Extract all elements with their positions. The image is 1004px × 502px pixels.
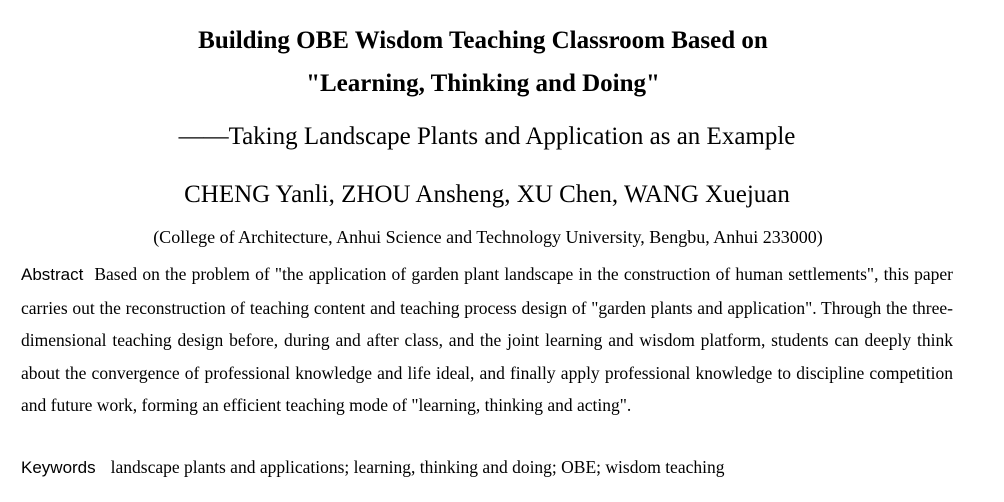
author-list: CHENG Yanli, ZHOU Ansheng, XU Chen, WANG Xuejuan — [184, 181, 790, 208]
abstract-text: Based on the problem of "the application of garden plant landscape in the construction of human settlements", this paper carries out the reconstruction of teaching content and teaching process design of "garden plants and application". Through the three-dimensional teaching design before, during and after class, and the joint learning and wisdom platform, students can deeply think about the convergence of professional knowledge and life ideal, and finally apply professional knowledge to discipline competition and future work, forming an efficient teaching mode of "learning, thinking and acting". — [21, 264, 953, 415]
abstract-section — [21, 258, 953, 422]
paper-title-line-1: Building OBE Wisdom Teaching Classroom Based on — [198, 27, 768, 54]
paper-subtitle: ——Taking Landscape Plants and Application as an Example — [178, 123, 796, 150]
affiliation: (College of Architecture, Anhui Science and Technology University, Bengbu, Anhui 233000) — [153, 227, 823, 247]
keywords-section — [21, 454, 961, 481]
abstract-label: Abstract — [21, 265, 84, 284]
paper-title-line-2: "Learning, Thinking and Doing" — [306, 70, 660, 97]
keywords-text: landscape plants and applications; learning, thinking and doing; OBE; wisdom teaching — [110, 457, 725, 477]
keywords-label: Keywords — [21, 458, 96, 477]
